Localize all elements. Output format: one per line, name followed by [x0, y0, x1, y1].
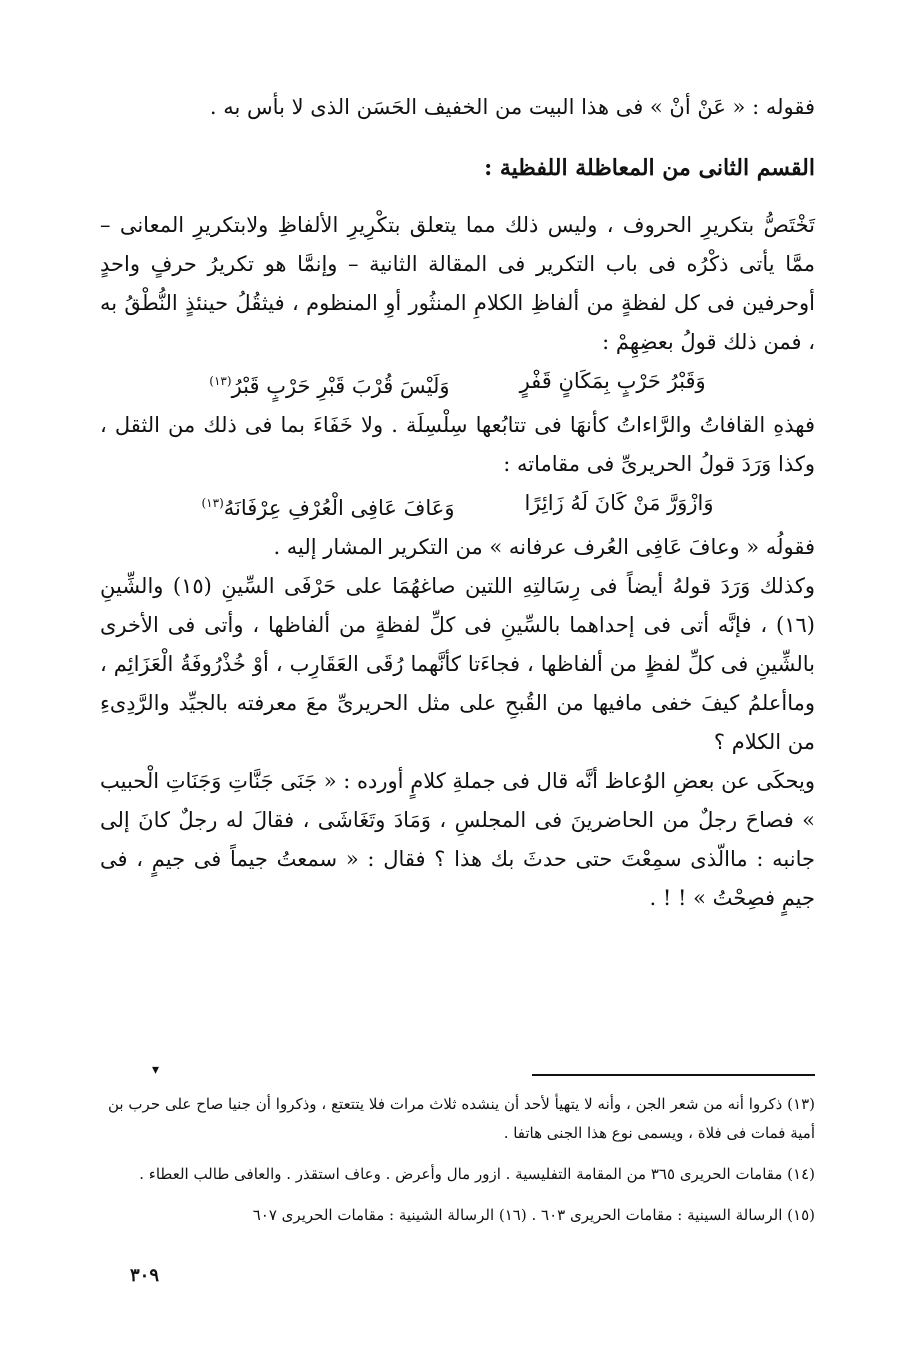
- verse-2-footnote-ref: (١٣): [201, 496, 224, 510]
- verse-2-first-hemistich: وَازْوَرَّ مَنْ كَانَ لَهُ زَائِرًا: [524, 491, 714, 515]
- paragraph-3: فهذهِ القافاتُ والرَّاءاتُ كأنهَا فى تتابُعها سِلْسِلَة . ولا خَفَاءَ بما فى ذلك من الثقل ، وكذا وَرَدَ قولُ الحريرىِّ فى مقاماته :: [100, 413, 815, 476]
- footnotes: [108, 1090, 815, 1242]
- verse-1-first-hemistich: وَقَبْرُ حَرْبٍ بِمَكَانٍ قَفْرٍ: [519, 369, 706, 393]
- paragraph-4: فقولُه « وعافَ عَافِى العُرف عرفانه » من التكرير المشار إليه .: [273, 535, 815, 559]
- verse-2: [100, 484, 815, 528]
- verse-2-second-text: وَعَافَ عَافِى الْعُرْفِ عِرْفَانَهُ: [223, 496, 455, 520]
- main-text: [100, 88, 815, 918]
- verse-1-second-hemistich: [209, 362, 449, 406]
- paragraph-6: ويحكَى عن بعضِ الوُعاظ أنَّه قال فى جملةِ كلامٍ أورده : « جَنَى جَنَّاتِ وَجَنَاتِ الْحبيب » فصاحَ رجلٌ من الحاضرينَ فى المجلسِ ، وَمَادَ وتَغَاشَى ، فقالَ له رجلٌ كانَ إلى جانبه : ماالّذى سمِعْتَ حتى حدثَ بك هذا ؟ فقال : « سمعتُ جيماً فى جيمٍ ، فى جيمٍ فصِحْتُ » ! ! .: [100, 769, 815, 910]
- paragraph-1: فقوله : « عَنْ أنْ » فى هذا البيت من الخفيف الحَسَن الذى لا بأس به .: [209, 95, 815, 119]
- footnote-divider: [532, 1074, 815, 1076]
- footnote-15-16: (١٥) الرسالة السينية : مقامات الحريرى ٦٠٣ . (١٦) الرسالة الشينية : مقامات الحريرى ٦٠٧: [252, 1206, 815, 1224]
- verse-2-second-hemistich: [201, 484, 454, 528]
- stray-ink-mark: ▾: [152, 1062, 160, 1078]
- footnote-13: (١٣) ذكروا أنه من شعر الجن ، وأنه لا يتهيأ لأحد أن ينشده ثلاث مرات فلا يتتعتع ، وذكروا أن جنيا صاح على حرب بن أمية فمات فى فلاة ، ويسمى نوع هذا الجنى هاتفا .: [108, 1095, 815, 1142]
- paragraph-5: وكذلك وَرَدَ قولهُ أيضاً فى رِسَالتِهِ اللتين صاغهُمَا على حَرْفَى السِّينِ (١٥) والشِّينِ (١٦) ، فإنَّه أتى فى إحداهما بالسِّينِ فى كلِّ لفظةٍ من ألفاظها ، وأتى فى الأخرى بالشِّينِ فى كلِّ لفظٍ من ألفاظها ، فجاءَتا كأنَّهما رُقَى العَقَارِب ، أوْ خُذْرُوفَةُ الْعَزَائِم ، وماأعلمُ كيفَ خفى مافيها من القُبحِ على مثل الحريرىِّ معَ معرفته بالجيِّد والرَّدِىءِ من الكلام ؟: [100, 574, 815, 754]
- paragraph-2: تَخْتَصُّ بتكريرِ الحروف ، وليس ذلك مما يتعلق بتكْرِيرِ الألفاظِ ولابتكريرِ المعانى – ممَّا يأتى ذكْرُه فى باب التكرير فى المقالة الثانية – وإنمَّا هو تكريرُ حرفٍ واحدٍ أوحرفين فى كل لفظةٍ من ألفاظِ الكلامِ المنثُور أوِ المنظوم ، فيثقُلُ حينئذٍ النُّطْقُ به ، فمن ذلك قولُ بعضِهِمْ :: [100, 213, 815, 354]
- verse-1-second-text: وَلَيْسَ قُرْبَ قَبْرِ حَرْبٍ قَبْرُ: [231, 374, 450, 398]
- verse-1-footnote-ref: (١٣): [209, 374, 232, 388]
- page-number: ٣٠٩: [130, 1265, 160, 1286]
- footnote-14: (١٤) مقامات الحريرى ٣٦٥ من المقامة التفليسية . ازور مال وأعرض . وعاف استقذر . والعافى طالب العطاء .: [139, 1165, 815, 1183]
- verse-1: [100, 362, 815, 406]
- section-heading: القسم الثانى من المعاظلة اللفظية :: [484, 155, 815, 181]
